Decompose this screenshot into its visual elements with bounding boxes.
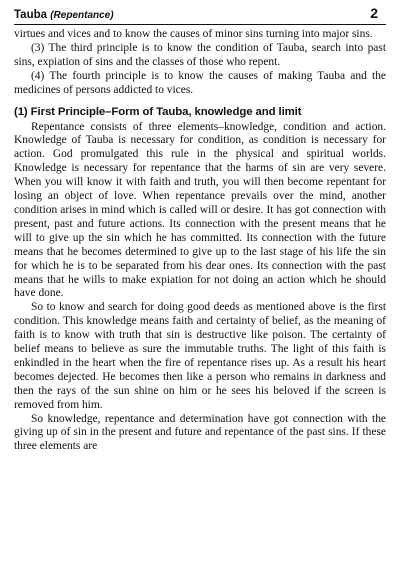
header-rule xyxy=(14,24,386,25)
header-title: Tauba xyxy=(14,9,48,21)
body-paragraph: (4) The fourth principle is to know the causes of making Tauba and the medicines of persons addicted to vices. xyxy=(14,69,386,96)
page-number: 2 xyxy=(370,5,378,21)
header-title-group xyxy=(14,9,114,21)
body-paragraph: (3) The third principle is to know the condition of Tauba, search into past sins, expiation of sins and the classes of those who repent. xyxy=(14,41,386,68)
section-paragraph: So to know and search for doing good deeds as mentioned above is the first condition. This knowledge means faith and certainty of belief, as the meaning of faith is to know with truth that sin is destructive like poison. The certainty of belief means to believe as sure the immutable truths. The light of this faith is enkindled in the heart when the fire of repentance rises up. As a result his heart becomes dejected. He becomes then like a person who remains in darkness and then the rays of the sun shine on him or he sees his beloved if the screen is removed from him. xyxy=(14,301,386,411)
section-heading: (1) First Principle–Form of Tauba, knowledge and limit xyxy=(14,105,302,118)
section-paragraph: Repentance consists of three elements–knowledge, condition and action. Knowledge of Tauba is necessary for condition, as condition is necessary for action. God promulgated this rule in the physical and spiritual worlds. Knowledge is necessary for repentance that the harms of sin are very severe. When you will know it with faith and truth, you will then become repentant for losing an object of love. When repentance prevails over the mind, another condition arises in mind which is called will or desire. It has got connection with present, past and future actions. Its connection with the present means that he will to give up the sin which he has committed. Its connection with the future means that he becomes determined to give up to the last stage of his life the sin for which he is to be separated from his dear ones. Its connection with the past means that he wills to make expiation for not doing an action which he should have done. xyxy=(14,120,386,300)
running-header xyxy=(14,6,386,21)
body-paragraph: virtues and vices and to know the causes of minor sins turning into major sins. xyxy=(14,28,373,40)
section-paragraph: So knowledge, repentance and determination have got connection with the giving up of sin in the present and future and repentance of the past sins. If these three elements are xyxy=(14,412,386,453)
page-body xyxy=(14,28,386,454)
header-title-italic: (Repentance) xyxy=(50,10,114,21)
